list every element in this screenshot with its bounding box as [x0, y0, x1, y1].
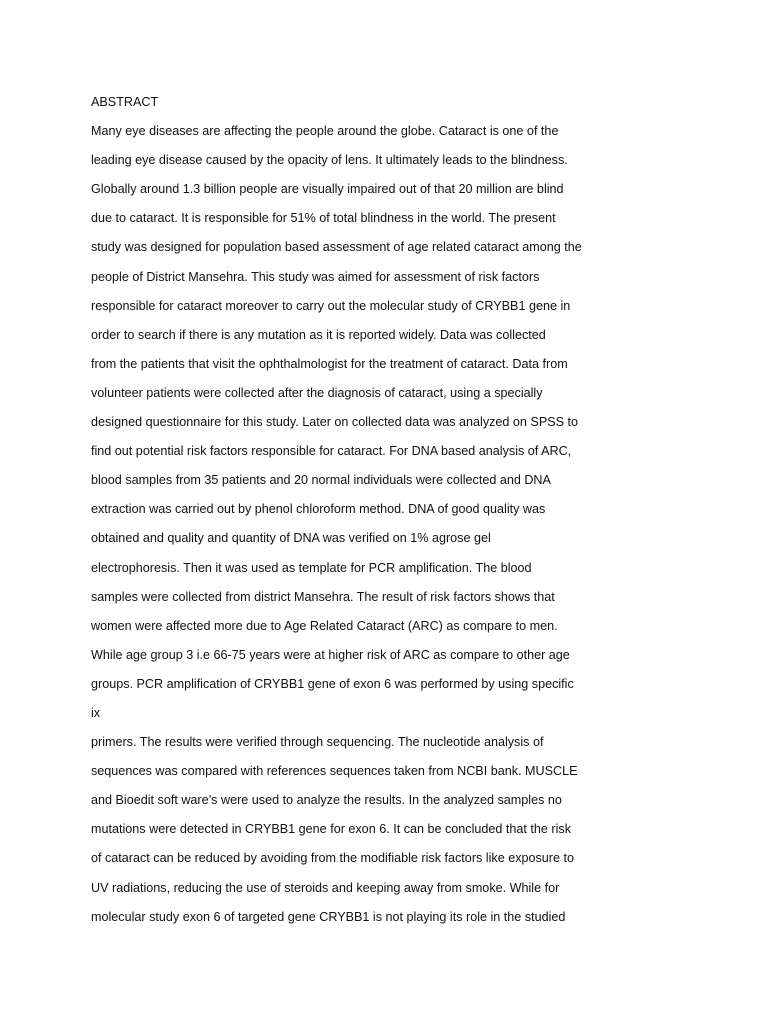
body-line: groups. PCR amplification of CRYBB1 gene of exon 6 was performed by using specific	[91, 676, 574, 691]
body-line: leading eye disease caused by the opacity of lens. It ultimately leads to the blindness.	[91, 153, 568, 168]
body-line: UV radiations, reducing the use of steroids and keeping away from smoke. While for	[91, 880, 560, 895]
body-line: samples were collected from district Mansehra. The result of risk factors shows that	[91, 589, 555, 604]
abstract-body	[91, 92, 691, 936]
body-line: While age group 3 i.e 66-75 years were at higher risk of ARC as compare to other age	[91, 647, 570, 662]
body-line: volunteer patients were collected after the diagnosis of cataract, using a specially	[91, 385, 543, 400]
body-line: responsible for cataract moreover to carry out the molecular study of CRYBB1 gene in	[91, 298, 571, 313]
body-line: extraction was carried out by phenol chloroform method. DNA of good quality was	[91, 502, 546, 517]
body-line: from the patients that visit the ophthalmologist for the treatment of cataract. Data from	[91, 356, 568, 371]
body-line: designed questionnaire for this study. Later on collected data was analyzed on SPSS to	[91, 415, 579, 430]
abstract-heading: ABSTRACT	[91, 95, 159, 109]
body-line: women were affected more due to Age Related Cataract (ARC) as compare to men.	[91, 618, 558, 633]
body-line: people of District Mansehra. This study was aimed for assessment of risk factors	[91, 269, 540, 284]
body-line: order to search if there is any mutation as it is reported widely. Data was collected	[91, 327, 546, 342]
body-line: Globally around 1.3 billion people are visually impaired out of that 20 million are blind	[91, 182, 564, 197]
body-line: due to cataract. It is responsible for 51% of total blindness in the world. The present	[91, 211, 556, 226]
body-line: of cataract can be reduced by avoiding from the modifiable risk factors like exposure to	[91, 851, 575, 866]
body-line: sequences was compared with references sequences taken from NCBI bank. MUSCLE	[91, 764, 578, 779]
body-line: and Bioedit soft ware’s were used to analyze the results. In the analyzed samples no	[91, 793, 562, 808]
body-line: electrophoresis. Then it was used as template for PCR amplification. The blood	[91, 560, 532, 575]
body-line: study was designed for population based assessment of age related cataract among the	[91, 240, 582, 255]
body-line: blood samples from 35 patients and 20 normal individuals were collected and DNA	[91, 473, 551, 488]
page-number: ix	[91, 705, 101, 720]
body-line: mutations were detected in CRYBB1 gene for exon 6. It can be concluded that the risk	[91, 822, 572, 837]
body-line: primers. The results were verified through sequencing. The nucleotide analysis of	[91, 735, 544, 750]
body-line: obtained and quality and quantity of DNA was verified on 1% agrose gel	[91, 531, 491, 546]
body-line: molecular study exon 6 of targeted gene CRYBB1 is not playing its role in the studied	[91, 909, 566, 924]
body-line: find out potential risk factors responsible for cataract. For DNA based analysis of ARC,	[91, 444, 572, 459]
body-line: Many eye diseases are affecting the people around the globe. Cataract is one of the	[91, 124, 559, 139]
